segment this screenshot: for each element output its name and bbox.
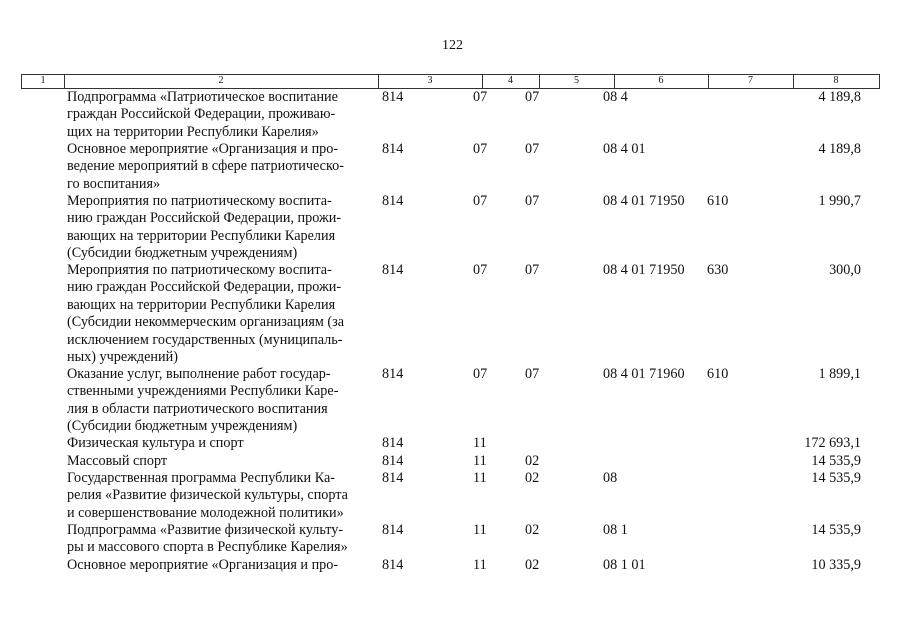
name-line: релия «Развитие физической культуры, спорта <box>67 487 348 504</box>
header-cell-3: 3 <box>427 75 433 86</box>
cell-col-3: 814 <box>382 262 404 278</box>
cell-col-2-name <box>67 141 367 193</box>
cell-col-8-amount: 14 535,9 <box>811 453 861 469</box>
cell-col-8-amount: 14 535,9 <box>811 470 861 486</box>
cell-col-7: 630 <box>707 262 729 278</box>
cell-col-6: 08 4 01 71950 <box>603 193 685 209</box>
cell-col-2-name <box>67 89 367 141</box>
name-line: Мероприятия по патриотическому воспита- <box>67 193 332 209</box>
cell-col-3: 814 <box>382 557 404 573</box>
name-line: (Субсидии некоммерческим организациям (за <box>67 314 345 331</box>
cell-col-8-amount: 1 990,7 <box>818 193 861 209</box>
name-line: ры и массового спорта в Республике Карелия» <box>67 539 348 556</box>
name-line: ственными учреждениями Республики Каре- <box>67 383 339 400</box>
name-line: Основное мероприятие «Организация и про- <box>67 557 339 573</box>
cell-col-6: 08 1 01 <box>603 557 646 573</box>
name-line: Подпрограмма «Развитие физической культу- <box>67 522 344 538</box>
cell-col-5: 07 <box>525 89 540 105</box>
cell-col-6: 08 4 01 71950 <box>603 262 685 278</box>
name-line: Основное мероприятие «Организация и про- <box>67 141 339 157</box>
cell-col-8-amount: 4 189,8 <box>818 89 861 105</box>
cell-col-6: 08 1 <box>603 522 628 538</box>
name-line: ведение мероприятий в сфере патриотическо- <box>67 158 344 175</box>
cell-col-5: 02 <box>525 522 540 538</box>
name-line: Государственная программа Республики Ка- <box>67 470 335 486</box>
name-line: нию граждан Российской Федерации, прожи- <box>67 210 342 227</box>
cell-col-8-amount: 4 189,8 <box>818 141 861 157</box>
cell-col-2-name <box>67 262 367 366</box>
cell-col-3: 814 <box>382 470 404 486</box>
cell-col-3: 814 <box>382 141 404 157</box>
cell-col-5: 02 <box>525 557 540 573</box>
name-line: Подпрограмма «Патриотическое воспитание <box>67 89 338 105</box>
name-line: лия в области патриотического воспитания <box>67 400 328 417</box>
name-line: Мероприятия по патриотическому воспита- <box>67 262 332 278</box>
cell-col-7: 610 <box>707 193 729 209</box>
cell-col-8-amount: 172 693,1 <box>804 435 861 451</box>
cell-col-4: 11 <box>473 522 487 538</box>
name-line: (Субсидии бюджетным учреждениям) <box>67 245 298 262</box>
cell-col-4: 11 <box>473 453 487 469</box>
name-line: нию граждан Российской Федерации, прожи- <box>67 279 342 296</box>
name-line: (Субсидии бюджетным учреждениям) <box>67 418 298 435</box>
cell-col-4: 07 <box>473 89 488 105</box>
name-line: ных) учреждений) <box>67 349 178 366</box>
header-cell-4: 4 <box>508 75 513 86</box>
cell-col-7: 610 <box>707 366 729 382</box>
cell-col-2-name <box>67 557 367 574</box>
cell-col-4: 07 <box>473 262 488 278</box>
cell-col-4: 07 <box>473 366 488 382</box>
page-number: 122 <box>442 38 463 53</box>
cell-col-2-name <box>67 522 367 557</box>
header-cell-8: 8 <box>833 75 839 86</box>
name-line: исключением государственных (муниципаль- <box>67 331 343 348</box>
cell-col-2-name <box>67 193 367 263</box>
cell-col-4: 11 <box>473 557 487 573</box>
header-cell-2: 2 <box>218 75 224 86</box>
cell-col-3: 814 <box>382 366 404 382</box>
cell-col-4: 11 <box>473 470 487 486</box>
cell-col-3: 814 <box>382 89 404 105</box>
header-cell-6: 6 <box>658 75 664 86</box>
cell-col-5: 02 <box>525 453 540 469</box>
name-line: го воспитания» <box>67 175 161 192</box>
cell-col-5: 07 <box>525 366 540 382</box>
cell-col-3: 814 <box>382 453 404 469</box>
cell-col-3: 814 <box>382 522 404 538</box>
header-cell-5: 5 <box>574 75 579 86</box>
cell-col-8-amount: 10 335,9 <box>811 557 861 573</box>
cell-col-3: 814 <box>382 193 404 209</box>
table-header <box>21 74 880 89</box>
cell-col-2-name <box>67 453 367 470</box>
header-cell-7: 7 <box>748 75 753 86</box>
cell-col-5: 07 <box>525 262 540 278</box>
name-line: вающих на территории Республики Карелия <box>67 296 336 313</box>
name-line: Оказание услуг, выполнение работ государ- <box>67 366 331 382</box>
cell-col-8-amount: 300,0 <box>829 262 861 278</box>
cell-col-2-name <box>67 435 367 452</box>
name-line: Физическая культура и спорт <box>67 435 244 451</box>
cell-col-4: 07 <box>473 193 488 209</box>
cell-col-6: 08 4 01 <box>603 141 646 157</box>
name-line: граждан Российской Федерации, проживаю- <box>67 106 336 123</box>
cell-col-5: 07 <box>525 141 540 157</box>
cell-col-4: 11 <box>473 435 487 451</box>
name-line: и совершенствование молодежной политики» <box>67 504 344 521</box>
cell-col-8-amount: 1 899,1 <box>818 366 861 382</box>
name-line: вающих на территории Республики Карелия <box>67 227 336 244</box>
cell-col-5: 02 <box>525 470 540 486</box>
name-line: Массовый спорт <box>67 453 168 469</box>
cell-col-4: 07 <box>473 141 488 157</box>
cell-col-8-amount: 14 535,9 <box>811 522 861 538</box>
cell-col-6: 08 <box>603 470 618 486</box>
cell-col-2-name <box>67 366 367 436</box>
name-line: щих на территории Республики Карелия» <box>67 123 319 140</box>
cell-col-3: 814 <box>382 435 404 451</box>
cell-col-2-name <box>67 470 367 522</box>
cell-col-6: 08 4 <box>603 89 628 105</box>
header-cell-1: 1 <box>40 75 46 86</box>
cell-col-6: 08 4 01 71960 <box>603 366 685 382</box>
cell-col-5: 07 <box>525 193 540 209</box>
